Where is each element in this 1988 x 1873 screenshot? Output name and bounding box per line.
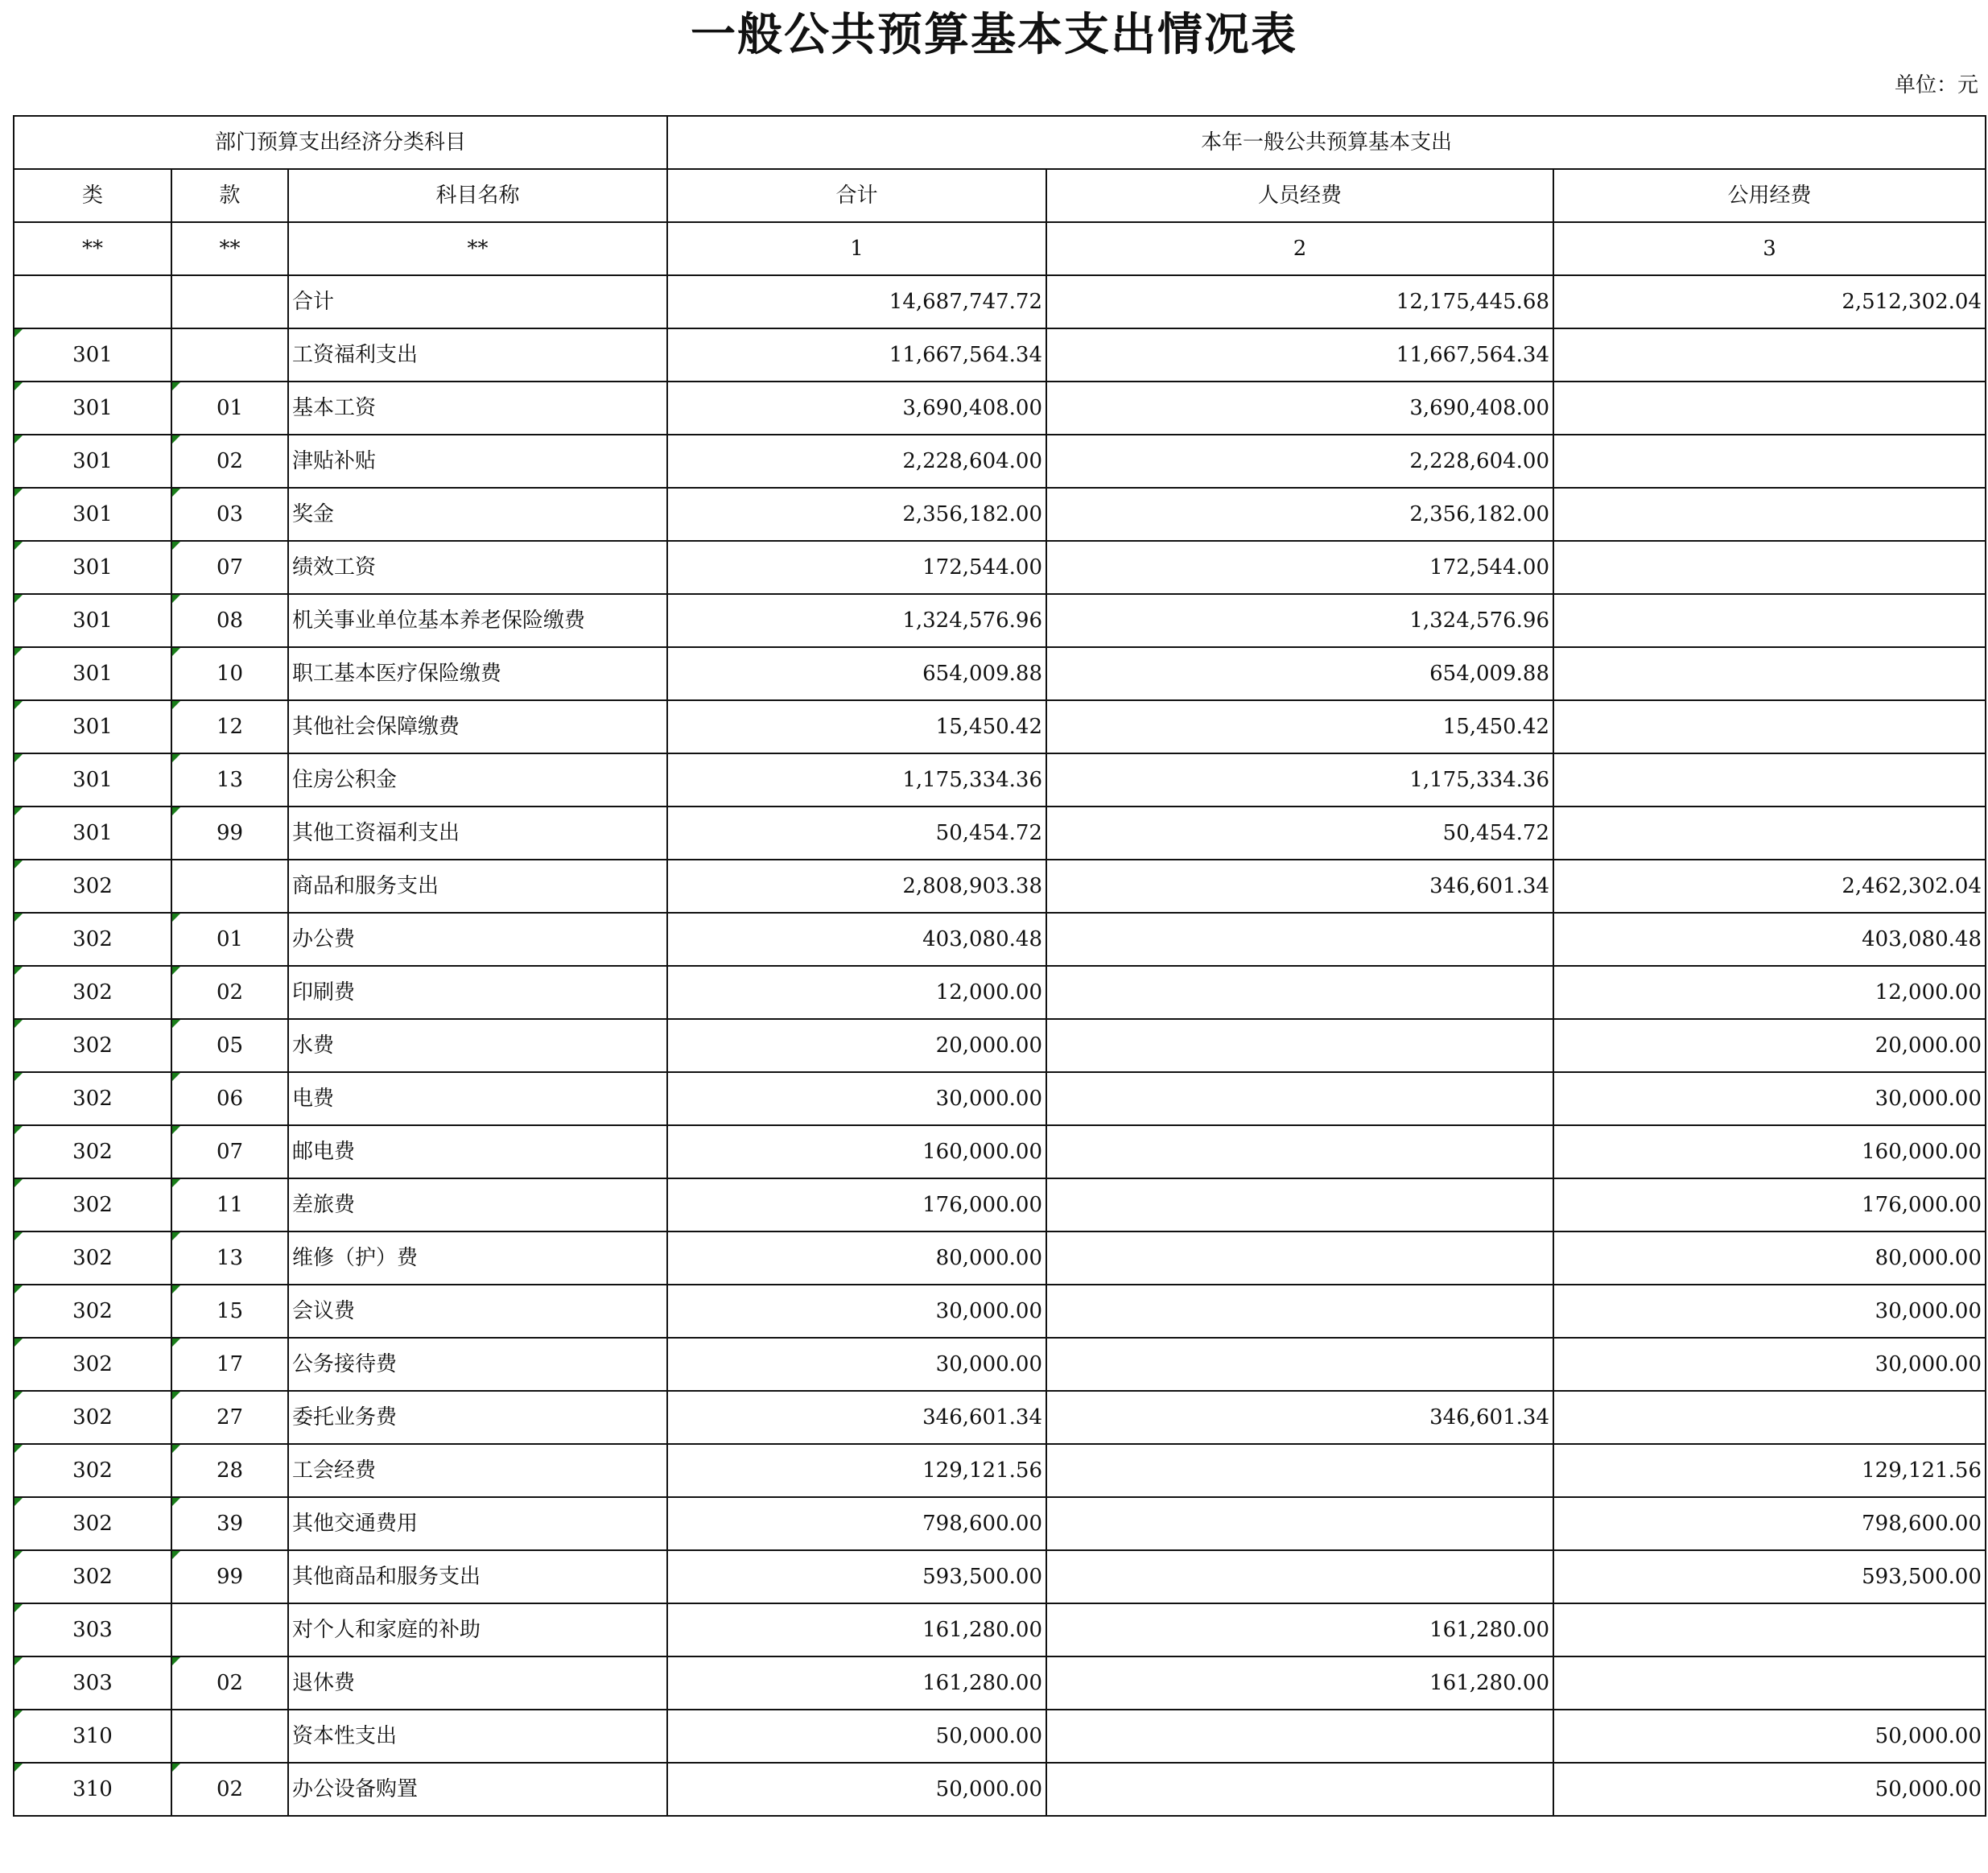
table-row [14, 700, 1986, 753]
page-title: 一般公共预算基本支出情况表 [691, 8, 1297, 61]
table-row [14, 860, 1986, 913]
cell-kuan: 07 [171, 541, 288, 594]
cell-personnel [1046, 1285, 1553, 1338]
cell-name: 住房公积金 [288, 753, 667, 807]
table-row [14, 753, 1986, 807]
cell-total: 654,009.88 [667, 647, 1046, 700]
cell-public [1553, 1603, 1986, 1656]
header-group-right: 本年一般公共预算基本支出 [667, 116, 1986, 169]
cell-name: 办公费 [288, 913, 667, 966]
cell-kuan: 05 [171, 1019, 288, 1072]
cell-kuan: 11 [171, 1178, 288, 1231]
cell-lei: 303 [14, 1603, 171, 1656]
index-kuan: ** [171, 222, 288, 275]
cell-public: 50,000.00 [1553, 1763, 1986, 1816]
cell-kuan [171, 328, 288, 382]
cell-lei: 302 [14, 1391, 171, 1444]
cell-kuan: 01 [171, 382, 288, 435]
index-total: 1 [667, 222, 1046, 275]
cell-total: 172,544.00 [667, 541, 1046, 594]
cell-personnel [1046, 1444, 1553, 1497]
index-row [14, 222, 1986, 275]
cell-kuan: 99 [171, 1550, 288, 1603]
cell-public [1553, 488, 1986, 541]
cell-name: 维修（护）费 [288, 1231, 667, 1285]
cell-personnel [1046, 913, 1553, 966]
cell-lei: 302 [14, 1285, 171, 1338]
cell-name: 办公设备购置 [288, 1763, 667, 1816]
cell-lei: 302 [14, 1497, 171, 1550]
cell-total: 15,450.42 [667, 700, 1046, 753]
cell-kuan [171, 1710, 288, 1763]
cell-personnel [1046, 1497, 1553, 1550]
cell-total: 30,000.00 [667, 1285, 1046, 1338]
cell-total: 50,000.00 [667, 1710, 1046, 1763]
cell-name: 会议费 [288, 1285, 667, 1338]
cell-total: 161,280.00 [667, 1656, 1046, 1710]
cell-personnel [1046, 1125, 1553, 1178]
cell-kuan: 01 [171, 913, 288, 966]
cell-kuan [171, 1603, 288, 1656]
cell-public [1553, 435, 1986, 488]
cell-total: 593,500.00 [667, 1550, 1046, 1603]
cell-name: 公务接待费 [288, 1338, 667, 1391]
cell-kuan: 99 [171, 807, 288, 860]
cell-name: 委托业务费 [288, 1391, 667, 1444]
cell-public [1553, 753, 1986, 807]
cell-kuan: 02 [171, 1656, 288, 1710]
cell-lei: 302 [14, 1019, 171, 1072]
table-row [14, 1656, 1986, 1710]
index-lei: ** [14, 222, 171, 275]
cell-name: 基本工资 [288, 382, 667, 435]
cell-total: 176,000.00 [667, 1178, 1046, 1231]
cell-public: 176,000.00 [1553, 1178, 1986, 1231]
cell-total: 129,121.56 [667, 1444, 1046, 1497]
cell-public [1553, 382, 1986, 435]
cell-personnel [1046, 1550, 1553, 1603]
cell-total: 2,356,182.00 [667, 488, 1046, 541]
cell-total: 346,601.34 [667, 1391, 1046, 1444]
cell-public: 50,000.00 [1553, 1710, 1986, 1763]
cell-kuan: 12 [171, 700, 288, 753]
table-row [14, 807, 1986, 860]
cell-lei: 302 [14, 1231, 171, 1285]
table-row [14, 1763, 1986, 1816]
cell-total: 1,324,576.96 [667, 594, 1046, 647]
cell-personnel: 2,356,182.00 [1046, 488, 1553, 541]
cell-personnel: 161,280.00 [1046, 1656, 1553, 1710]
cell-name: 其他交通费用 [288, 1497, 667, 1550]
cell-kuan: 03 [171, 488, 288, 541]
index-name: ** [288, 222, 667, 275]
cell-lei: 302 [14, 1338, 171, 1391]
table-row [14, 275, 1986, 328]
unit-label: 单位：元 [1894, 73, 1978, 97]
cell-lei: 302 [14, 1550, 171, 1603]
cell-name: 绩效工资 [288, 541, 667, 594]
cell-personnel [1046, 1231, 1553, 1285]
cell-name: 津贴补贴 [288, 435, 667, 488]
header-name: 科目名称 [288, 169, 667, 222]
table-row [14, 328, 1986, 382]
cell-total: 2,228,604.00 [667, 435, 1046, 488]
cell-name: 退休费 [288, 1656, 667, 1710]
cell-public: 593,500.00 [1553, 1550, 1986, 1603]
cell-kuan: 08 [171, 594, 288, 647]
cell-lei: 301 [14, 541, 171, 594]
cell-personnel: 172,544.00 [1046, 541, 1553, 594]
cell-total: 403,080.48 [667, 913, 1046, 966]
cell-lei: 301 [14, 382, 171, 435]
cell-public [1553, 647, 1986, 700]
cell-lei: 301 [14, 328, 171, 382]
table-row [14, 913, 1986, 966]
cell-personnel: 1,324,576.96 [1046, 594, 1553, 647]
cell-personnel: 161,280.00 [1046, 1603, 1553, 1656]
cell-lei: 302 [14, 1444, 171, 1497]
cell-personnel [1046, 966, 1553, 1019]
header-total: 合计 [667, 169, 1046, 222]
cell-total: 2,808,903.38 [667, 860, 1046, 913]
table-row [14, 1019, 1986, 1072]
cell-personnel: 11,667,564.34 [1046, 328, 1553, 382]
cell-name: 其他社会保障缴费 [288, 700, 667, 753]
cell-total: 14,687,747.72 [667, 275, 1046, 328]
cell-lei: 310 [14, 1763, 171, 1816]
cell-name: 合计 [288, 275, 667, 328]
cell-kuan: 02 [171, 966, 288, 1019]
cell-public: 30,000.00 [1553, 1072, 1986, 1125]
table-row [14, 1550, 1986, 1603]
cell-lei: 301 [14, 435, 171, 488]
cell-public [1553, 700, 1986, 753]
cell-public [1553, 1656, 1986, 1710]
cell-personnel: 50,454.72 [1046, 807, 1553, 860]
cell-lei: 310 [14, 1710, 171, 1763]
table-row [14, 1285, 1986, 1338]
cell-personnel: 15,450.42 [1046, 700, 1553, 753]
cell-public: 403,080.48 [1553, 913, 1986, 966]
index-personnel: 2 [1046, 222, 1553, 275]
cell-name: 资本性支出 [288, 1710, 667, 1763]
cell-total: 160,000.00 [667, 1125, 1046, 1178]
cell-kuan: 06 [171, 1072, 288, 1125]
cell-total: 11,667,564.34 [667, 328, 1046, 382]
cell-personnel [1046, 1178, 1553, 1231]
cell-name: 邮电费 [288, 1125, 667, 1178]
cell-name: 其他商品和服务支出 [288, 1550, 667, 1603]
cell-personnel: 654,009.88 [1046, 647, 1553, 700]
cell-personnel [1046, 1072, 1553, 1125]
cell-public: 80,000.00 [1553, 1231, 1986, 1285]
cell-personnel: 12,175,445.68 [1046, 275, 1553, 328]
cell-kuan: 13 [171, 1231, 288, 1285]
table-row [14, 1125, 1986, 1178]
table-row [14, 966, 1986, 1019]
cell-public: 2,462,302.04 [1553, 860, 1986, 913]
cell-personnel [1046, 1710, 1553, 1763]
cell-kuan: 15 [171, 1285, 288, 1338]
cell-kuan: 13 [171, 753, 288, 807]
cell-name: 其他工资福利支出 [288, 807, 667, 860]
cell-name: 工会经费 [288, 1444, 667, 1497]
cell-total: 1,175,334.36 [667, 753, 1046, 807]
cell-total: 20,000.00 [667, 1019, 1046, 1072]
cell-kuan: 02 [171, 435, 288, 488]
cell-name: 电费 [288, 1072, 667, 1125]
cell-kuan [171, 860, 288, 913]
header-public: 公用经费 [1553, 169, 1986, 222]
cell-lei: 301 [14, 700, 171, 753]
cell-total: 50,000.00 [667, 1763, 1046, 1816]
cell-public [1553, 328, 1986, 382]
cell-name: 商品和服务支出 [288, 860, 667, 913]
cell-kuan [171, 275, 288, 328]
cell-total: 30,000.00 [667, 1338, 1046, 1391]
cell-public: 160,000.00 [1553, 1125, 1986, 1178]
cell-public [1553, 807, 1986, 860]
cell-public [1553, 541, 1986, 594]
header-lei: 类 [14, 169, 171, 222]
cell-total: 12,000.00 [667, 966, 1046, 1019]
index-public: 3 [1553, 222, 1986, 275]
cell-public: 798,600.00 [1553, 1497, 1986, 1550]
cell-lei: 303 [14, 1656, 171, 1710]
cell-kuan: 17 [171, 1338, 288, 1391]
header-group-left: 部门预算支出经济分类科目 [14, 116, 667, 169]
table-row [14, 1231, 1986, 1285]
cell-public: 2,512,302.04 [1553, 275, 1986, 328]
cell-kuan: 27 [171, 1391, 288, 1444]
cell-personnel [1046, 1763, 1553, 1816]
table-row [14, 1710, 1986, 1763]
table-row [14, 1603, 1986, 1656]
cell-personnel: 1,175,334.36 [1046, 753, 1553, 807]
table-row [14, 435, 1986, 488]
cell-kuan: 28 [171, 1444, 288, 1497]
cell-lei: 302 [14, 860, 171, 913]
cell-lei: 302 [14, 913, 171, 966]
cell-public [1553, 1391, 1986, 1444]
cell-name: 奖金 [288, 488, 667, 541]
cell-lei: 302 [14, 1125, 171, 1178]
table-row [14, 594, 1986, 647]
cell-kuan: 10 [171, 647, 288, 700]
cell-personnel [1046, 1019, 1553, 1072]
cell-lei: 302 [14, 1072, 171, 1125]
table-row [14, 1072, 1986, 1125]
cell-kuan: 39 [171, 1497, 288, 1550]
cell-lei: 301 [14, 647, 171, 700]
cell-name: 工资福利支出 [288, 328, 667, 382]
cell-lei: 301 [14, 594, 171, 647]
table-row [14, 382, 1986, 435]
table-row [14, 647, 1986, 700]
cell-name: 水费 [288, 1019, 667, 1072]
cell-total: 3,690,408.00 [667, 382, 1046, 435]
cell-total: 798,600.00 [667, 1497, 1046, 1550]
cell-personnel: 346,601.34 [1046, 1391, 1553, 1444]
table-row [14, 1178, 1986, 1231]
cell-total: 161,280.00 [667, 1603, 1046, 1656]
table-row [14, 1444, 1986, 1497]
group-header-row [14, 116, 1986, 169]
cell-kuan: 02 [171, 1763, 288, 1816]
cell-lei: 301 [14, 753, 171, 807]
cell-total: 80,000.00 [667, 1231, 1046, 1285]
cell-lei: 301 [14, 807, 171, 860]
header-personnel: 人员经费 [1046, 169, 1553, 222]
cell-name: 职工基本医疗保险缴费 [288, 647, 667, 700]
cell-public [1553, 594, 1986, 647]
cell-personnel: 2,228,604.00 [1046, 435, 1553, 488]
cell-public: 30,000.00 [1553, 1285, 1986, 1338]
header-kuan: 款 [171, 169, 288, 222]
cell-name: 对个人和家庭的补助 [288, 1603, 667, 1656]
table-row [14, 488, 1986, 541]
cell-lei [14, 275, 171, 328]
cell-public: 129,121.56 [1553, 1444, 1986, 1497]
budget-table [13, 115, 1986, 1817]
cell-personnel [1046, 1338, 1553, 1391]
cell-lei: 301 [14, 488, 171, 541]
cell-public: 20,000.00 [1553, 1019, 1986, 1072]
table-row [14, 1497, 1986, 1550]
cell-total: 30,000.00 [667, 1072, 1046, 1125]
cell-total: 50,454.72 [667, 807, 1046, 860]
cell-kuan: 07 [171, 1125, 288, 1178]
cell-public: 30,000.00 [1553, 1338, 1986, 1391]
column-header-row [14, 169, 1986, 222]
cell-name: 差旅费 [288, 1178, 667, 1231]
cell-personnel: 346,601.34 [1046, 860, 1553, 913]
cell-lei: 302 [14, 966, 171, 1019]
cell-personnel: 3,690,408.00 [1046, 382, 1553, 435]
cell-lei: 302 [14, 1178, 171, 1231]
cell-name: 印刷费 [288, 966, 667, 1019]
cell-name: 机关事业单位基本养老保险缴费 [288, 594, 667, 647]
table-row [14, 1338, 1986, 1391]
cell-public: 12,000.00 [1553, 966, 1986, 1019]
table-row [14, 1391, 1986, 1444]
table-row [14, 541, 1986, 594]
